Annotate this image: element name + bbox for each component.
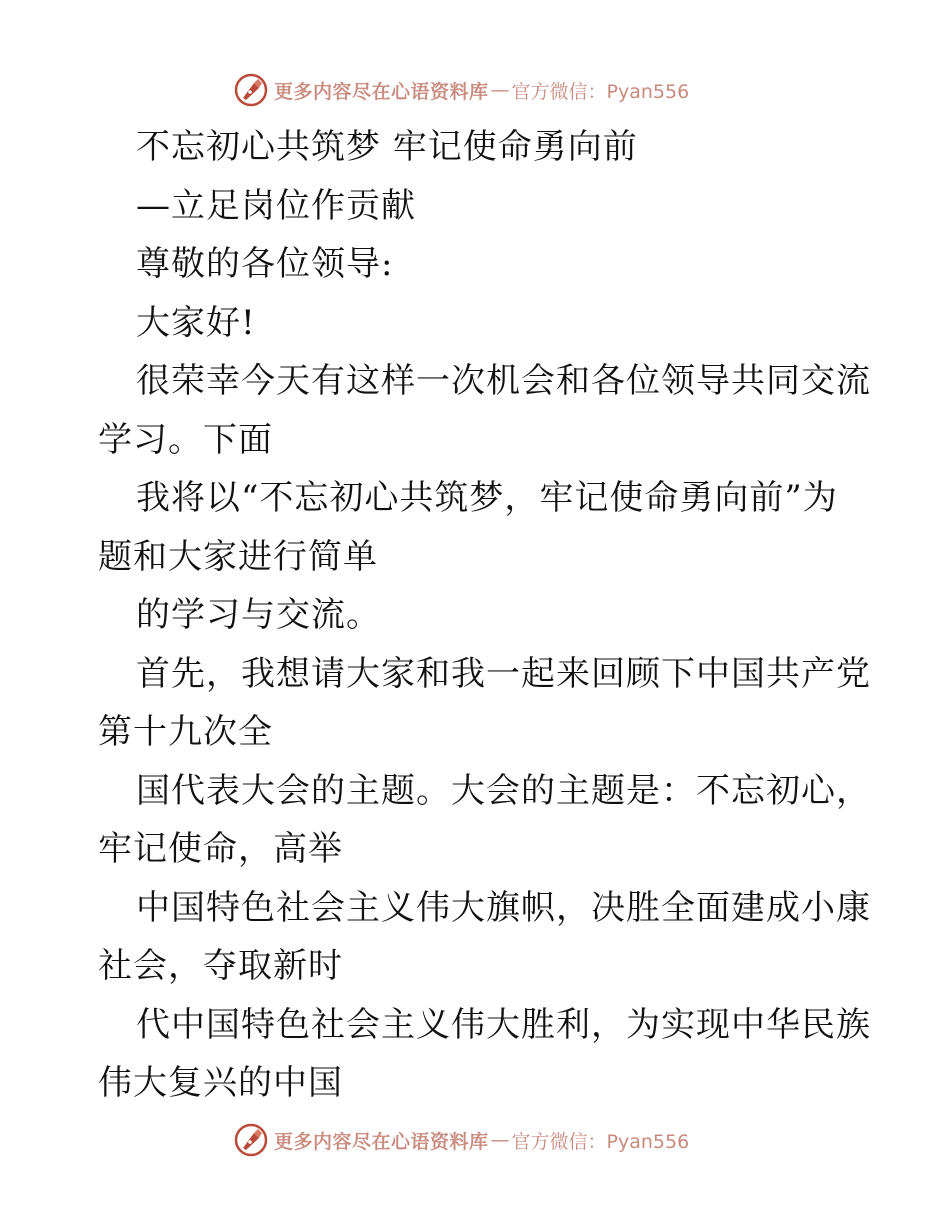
text-line: 学习。下面 — [98, 419, 273, 460]
footer-banner — [234, 1120, 689, 1160]
text-line: 国代表大会的主题。大会的主题是：不忘初心， — [136, 770, 871, 811]
text-line: 很荣幸今天有这样一次机会和各位领导共同交流 — [136, 361, 871, 401]
text-line: 首先，我想请大家和我一起来回顾下中国共产党 — [136, 653, 871, 694]
text-line: 伟大复兴的中国 — [98, 1063, 343, 1103]
text-line: 中国特色社会主义伟大旗帜，决胜全面建成小康 — [136, 887, 871, 928]
text-line: 第十九次全 — [98, 712, 273, 752]
text-line: —立足岗位作贡献 — [136, 185, 416, 226]
pen-nib-logo-icon — [234, 1123, 268, 1157]
text-line: 的学习与交流。 — [136, 595, 381, 635]
text-line: 不忘初心共筑梦 牢记使命勇向前 — [136, 127, 638, 167]
text-line: 社会，夺取新时 — [98, 946, 343, 986]
text-line: 我将以“不忘初心共筑梦，牢记使命勇向前”为 — [136, 478, 838, 518]
banner-contact: 官方微信：Pyan556 — [511, 80, 690, 103]
text-line: 尊敬的各位领导: — [136, 244, 394, 284]
text-line: 代中国特色社会主义伟大胜利，为实现中华民族 — [136, 1004, 871, 1045]
banner-separator: — — [490, 79, 510, 101]
banner-contact: 官方微信：Pyan556 — [511, 1130, 690, 1153]
text-line: 题和大家进行简单 — [98, 536, 378, 577]
banner-title: 更多内容尽在心语资料库 — [274, 1130, 489, 1153]
pen-nib-logo-icon — [234, 73, 268, 107]
document-body — [98, 118, 871, 1113]
text-line: 大家好! — [136, 302, 256, 343]
banner-title: 更多内容尽在心语资料库 — [274, 80, 489, 103]
header-banner — [234, 70, 689, 110]
banner-separator: — — [490, 1129, 510, 1151]
text-line: 牢记使命，高举 — [98, 829, 343, 869]
